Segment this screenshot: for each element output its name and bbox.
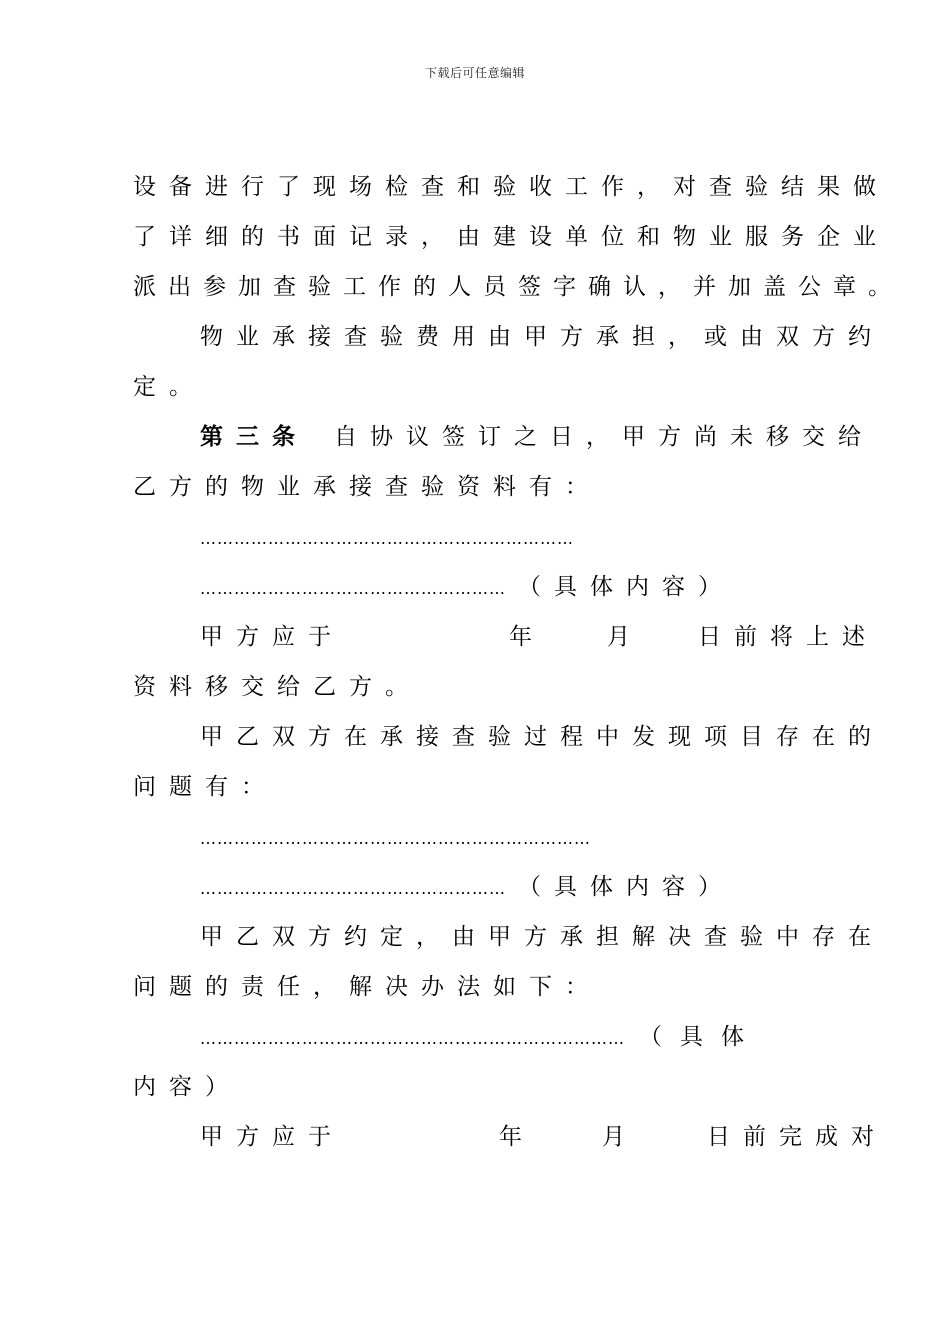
dotted-fill-line bbox=[200, 820, 830, 854]
month-label: 月 bbox=[602, 1124, 625, 1150]
paragraph-line: 问题的责任，解决办法如下： bbox=[133, 974, 601, 1000]
dotted-placeholder: ……………………………………………… bbox=[200, 579, 506, 598]
dotted-fill-line bbox=[200, 870, 830, 904]
article-text: 自协议签订之日，甲方尚未移交给 bbox=[334, 424, 874, 450]
dotted-fill-line bbox=[200, 570, 830, 604]
article-number: 第三条 bbox=[200, 424, 308, 450]
paragraph-line: 内容） bbox=[133, 1074, 241, 1100]
date-prefix: 甲方应于 bbox=[200, 624, 344, 650]
paragraph-line: 乙方的物业承接查验资料有： bbox=[133, 474, 601, 500]
paragraph-line: 物业承接查验费用由甲方承担，或由双方约 bbox=[200, 324, 884, 350]
placeholder-note: （具体内容） bbox=[518, 574, 734, 600]
dotted-placeholder: ………………………………………………………… bbox=[200, 529, 574, 548]
paragraph-line: 问题有： bbox=[133, 774, 277, 800]
dotted-placeholder: ………………………………………………………………… bbox=[200, 1029, 625, 1048]
paragraph-line: 甲乙双方在承接查验过程中发现项目存在的 bbox=[200, 724, 884, 750]
dotted-placeholder: …………………………………………………………… bbox=[200, 829, 591, 848]
header-note: 下载后可任意编辑 bbox=[424, 66, 525, 80]
dotted-placeholder: ……………………………………………… bbox=[200, 879, 506, 898]
paragraph-line: 甲乙双方约定，由甲方承担解决查验中存在 bbox=[200, 924, 884, 950]
month-label: 月 bbox=[607, 624, 630, 650]
year-label: 年 bbox=[499, 1124, 522, 1150]
date-line bbox=[200, 620, 878, 654]
paragraph-line: 设备进行了现场检查和验收工作，对查验结果做 bbox=[133, 174, 889, 200]
paragraph-line: 了详细的书面记录，由建设单位和物业服务企业 bbox=[133, 224, 889, 250]
paragraph-line: 定。 bbox=[133, 374, 205, 400]
placeholder-note: （具体 bbox=[639, 1024, 762, 1050]
article-heading-line bbox=[200, 420, 874, 454]
dotted-fill-line bbox=[200, 520, 830, 554]
dotted-fill-line bbox=[200, 1020, 830, 1054]
date-line bbox=[200, 1120, 887, 1154]
placeholder-note: （具体内容） bbox=[518, 874, 734, 900]
date-suffix: 日前完成对 bbox=[707, 1124, 887, 1150]
paragraph-line: 派出参加查验工作的人员签字确认，并加盖公章。 bbox=[133, 274, 903, 300]
date-prefix: 甲方应于 bbox=[200, 1124, 344, 1150]
date-suffix: 日前将上述 bbox=[698, 624, 878, 650]
paragraph-line: 资料移交给乙方。 bbox=[133, 674, 421, 700]
year-label: 年 bbox=[509, 624, 532, 650]
